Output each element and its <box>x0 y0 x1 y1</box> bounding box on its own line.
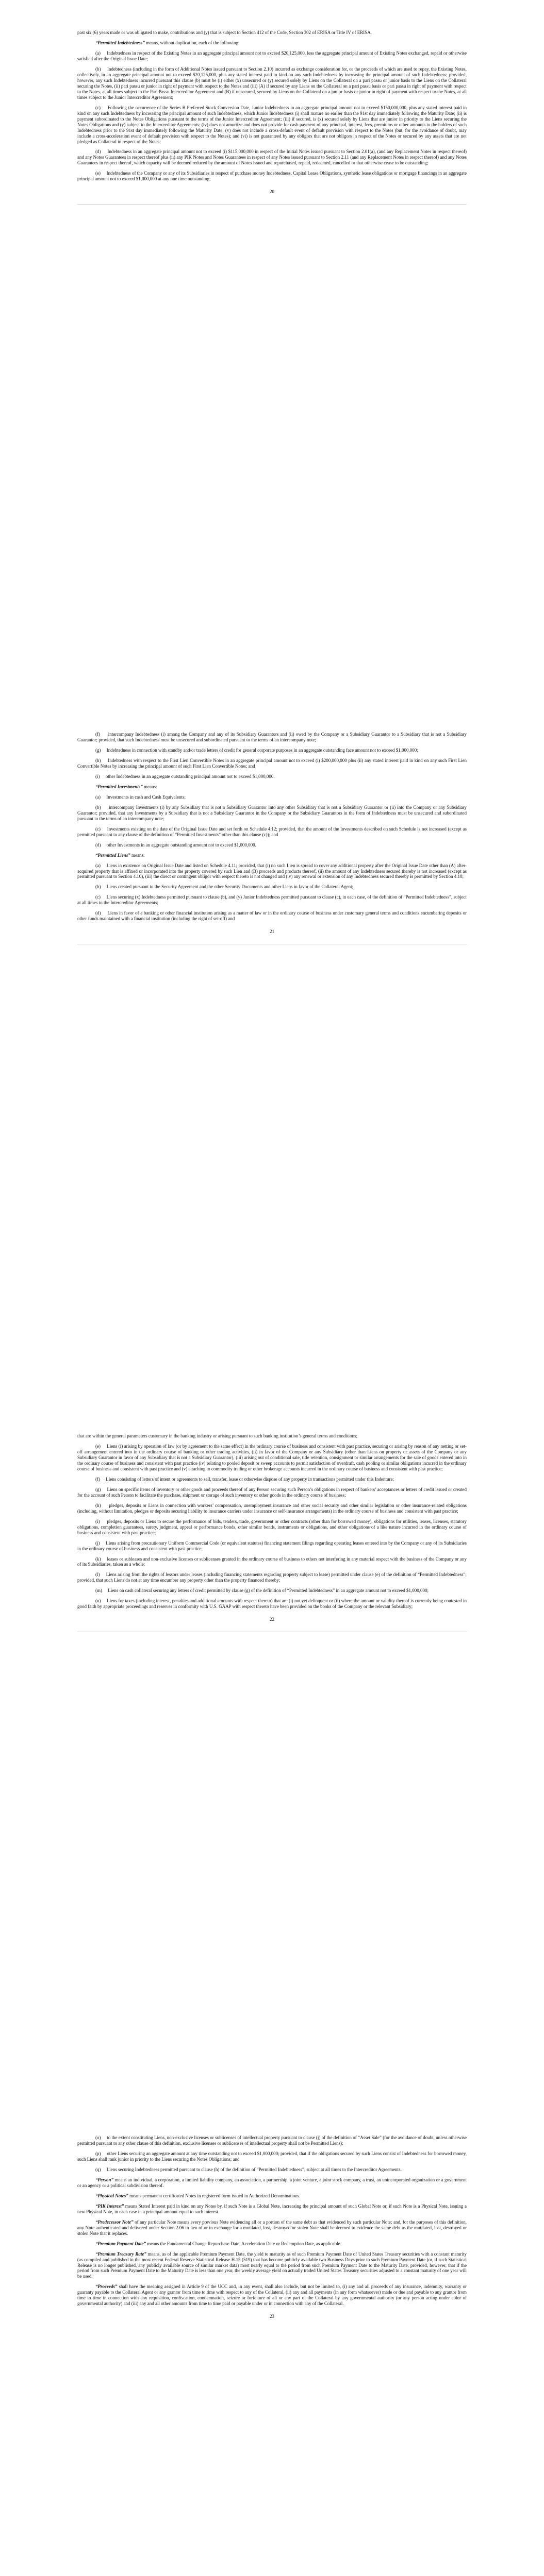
paragraph: (b) intercompany Investments (i) by any Subsidiary that is not a Subsidiary Guarantor into any other Subsidiary that is not a Subsidiary Guarantor or (ii) into the Company or any Subsidiary Guarantor; provided, that any Investments by a Subsidiary that is not a Subsidiary Guarantor in the Company or the Subsidiary Guarantors in the form of Indebtedness must be unsecured and subordinated pursuant to the terms of an intercompany note; <box>77 804 467 821</box>
definition-text: means the Fundamental Change Repurchase Date, Acceleration Date or Redemption Date, as applicable. <box>146 2241 341 2246</box>
page-number: 22 <box>270 1617 274 1622</box>
defined-term: “PIK Interest” <box>95 2203 124 2209</box>
paragraph: (g) Indebtedness in connection with standby and/or trade letters of credit for general corporate purposes in an aggregate outstanding face amount not to exceed $1,000,000; <box>95 747 418 753</box>
definition-text: means Stated Interest paid in kind on any Notes by, if such Note is a Global Note, increasing the principal amount of such Global Note or, if such Note is a Physical Note, issuing a new Physical Note, in each case in a principal amount equal to such interest. <box>77 2203 467 2214</box>
definition-text: means: <box>130 852 145 858</box>
paragraph: (a) Liens in existence on Original Issue Date and listed on Schedule 4.11; provided, that (i) no such Lien is spread to cover any additional property after the Original Issue Date other than (A) after-acquired property that is affixed or incorporated into the property covered by such Lien and (B) proceeds and products thereof, (ii) the amount of any Indebtedness secured thereby is not increased (except as permitted pursuant to Section 4.10), (iii) the direct or contingent obligor with respect thereto is not changed and (iv) any renewal or extension of any Indebtedness secured thereby is permitted by Section 4.10; <box>77 862 467 879</box>
paragraph: (c) Following the occurrence of the Series B Preferred Stock Conversion Date, Junior Indebtedness in an aggregate principal amount not to exceed $150,000,000, plus any stated interest paid in kind on any such Indebtedness by increasing the principal amount of such Indebtedness, which Junior Indebtedness (i) shall mature no earlier than the 91st day immediately following the Maturity Date; (ii) is payment subordinated to the Notes Obligations pursuant to the terms of the Junior Intercreditor Agreement; (iii) if secured, is (x) secured solely by Liens that are junior in priority to the Liens securing the Notes Obligations and (y) subject to the Intercreditor Agreements; (iv) does not amortize and does not provide for cash payment of any principal, interest, fees, premiums or other amounts to the holders of such Indebtedness prior to the 91st day immediately following the Maturity Date; (v) does not include a cross-default event of default provision with respect to the Notes (but, for the avoidance of doubt, may include a cross-acceleration event of default provision with respect to the Notes); and (vi) is not guaranteed by any obligors that are not obligors in respect of the Notes or secured by any assets that are not pledged as Collateral in respect of the Notes; <box>77 105 467 144</box>
paragraph: (c) Investments existing on the date of the Original Issue Date and set forth on Schedule 4.12; provided, that the amount of the Investments described on such Schedule is not increased (except as permitted pursuant to any clause of the definition of “Permitted Investments” other than this clause (c)); and <box>77 826 467 837</box>
definition-text: of any particular Note means every previous Note evidencing all or a portion of the same debt as that evidenced by such particular Note; and, for the purposes of this definition, any Note authenticated and delivered under Section 2.06 in lieu of or in exchange for a mutilated, lost, destroyed or stolen Note shall be deemed to evidence the same debt as the mutilated, lost, destroyed or stolen Note that it replaces. <box>77 2219 467 2236</box>
paragraph: (m) Liens on cash collateral securing any letters of credit permitted by clause (g) of the definition of “Permitted Indebtedness” in an aggregate amount not to exceed $1,000,000; <box>95 1588 429 1594</box>
paragraph: (b) Indebtedness (including in the form of Additional Notes issued pursuant to Section 2.10) incurred as exchange consideration for, or the proceeds of which are used to repay, the Existing Notes, collectively, in an aggregate principal amount not to exceed $20,125,000, plus any stated interest paid in kind on any such Indebtedness by increasing the principal amount of such Indebtedness; provided, however, any such Indebtedness incurred pursuant this clause (b) must be (i) either (x) unsecured or (y) secured solely by Liens on the Collateral on a pari passu or junior basis to the Liens on the Collateral securing the Notes, (ii) pari passu or junior in right of payment with respect to the Notes and (iii) (A) if secured by any Liens on the Collateral on a pari passu basis or pari passu in right of payment with respect to the Notes, at all times subject to the Pari Passu Intercreditor Agreement and (B) if unsecured, secured by Liens on the Collateral on a junior basis or junior in right of payment with respect to the Notes, at all times subject to the Junior Intercreditor Agreement; <box>77 66 467 100</box>
page-body <box>77 2135 467 2319</box>
paragraph: (o) to the extent constituting Liens, non-exclusive licenses or sublicenses of intellectual property pursuant to clause (j) of the definition of “Asset Sale” (for the avoidance of doubt, unless otherwise permitted pursuant to any other clause of this definition, exclusive licenses or sublicenses of intellectual property shall not be Permitted Liens); <box>77 2135 467 2146</box>
paragraph: (f) intercompany Indebtedness (i) among the Company and any of its Subsidiary Guarantors and (ii) owed by the Company or a Subsidiary Guarantor to a Subsidiary that is not a Subsidiary Guarantor; provided, that such Indebtedness must be unsecured and subordinated pursuant to the terms of an intercompany note; <box>77 732 467 742</box>
paragraph: (a) Investments in cash and Cash Equivalents; <box>95 794 186 800</box>
paragraph <box>77 784 467 790</box>
paragraph: (h) Indebtedness with respect to the First Lien Convertible Notes in an aggregate principal amount not to exceed (i) $200,000,000 plus (ii) any stated interest paid in kind on any such First Lien Convertible Notes by increasing the principal amount of such First Lien Convertible Notes; and <box>77 757 467 769</box>
paragraph: (d) Liens in favor of a banking or other financial institution arising as a matter of law or in the ordinary course of business under customary general terms and conditions encumbering deposits or other funds maintained with a financial institution (including the right of set-off) and <box>77 910 467 922</box>
paragraph: (q) Liens securing Indebtedness permitted pursuant to clause (h) of the definition of “Permitted Indebtedness”, subject at all times to the Intercreditor Agreements. <box>95 2166 402 2172</box>
paragraph <box>77 2177 467 2189</box>
paragraph: (d) other Investments in an aggregate outstanding amount not to exceed $1,000,000. <box>95 842 256 848</box>
paragraph: (f) Liens consisting of letters of intent or agreements to sell, transfer, lease or otherwise dispose of any property in transactions permitted under this Indenture; <box>95 1476 394 1482</box>
paragraph: (e) Indebtedness of the Company or any of its Subsidiaries in respect of purchase money Indebtedness, Capital Lease Obligations, synthetic lease obligations or mortgage financings in an aggregate principal amount not to exceed $1,000,000 at any one time outstanding; <box>77 171 467 182</box>
paragraph: (p) other Liens securing an aggregate amount at any time outstanding not to exceed $1,000,000; provided, that if the obligations secured by such Liens consist of Indebtedness for borrowed money, such Liens shall rank junior in priority to the Liens securing the Notes Obligations; and <box>77 2150 467 2162</box>
page-divider <box>77 204 467 205</box>
paragraph: (h) pledges, deposits or Liens in connection with workers’ compensation, unemployment insurance and other social security and other similar legislation or other insurance-related obligations (including, without limitation, pledges or deposits securing liability to insurance carriers under insurance or self-insurance arrangements) in the ordinary course of business and consistent with past practice; <box>77 1502 467 1514</box>
paragraph: that are within the general parameters customary in the banking industry or arising pursuant to such banking institution’s general terms and conditions; <box>77 1433 358 1438</box>
page-number: 23 <box>270 2314 274 2319</box>
defined-term: “Premium Payment Date” <box>95 2241 146 2246</box>
paragraph: (a) Indebtedness in respect of the Existing Notes in an aggregate principal amount not to exceed $20,125,000, less the aggregate principal amount of Existing Notes exchanged, repaid or otherwise satisfied after the Original Issue Date; <box>77 50 467 61</box>
definition-text: shall have the meaning assigned in Article 9 of the UCC and, in any event, shall also include, but not be limited to, (i) any and all proceeds of any insurance, indemnity, warranty or guaranty payable to the Collateral Agent or any grantor from time to time with respect to any of the Collateral, (ii) any and all payments (in any form whatsoever) made or due and payable to any grantor from time to time in connection with any requisition, confiscation, condemnation, seizure or forfeiture of all or any part of the Collateral by any governmental authority (or any person acting under color of governmental authority) and (iii) any and all other amounts from time to time paid or payable under or in connection with any of the Collateral. <box>77 2284 467 2307</box>
page-body <box>77 732 467 944</box>
paragraph: (k) leases or subleases and non-exclusive licenses or sublicenses granted in the ordinary course of business to others not interfering in any material respect with the business of the Company or any of its Subsidiaries, taken as a whole; <box>77 1556 467 1567</box>
definition-text: means, as of the applicable Premium Payment Date, the yield to maturity as of such Premium Payment Date of United States Treasury securities with a constant maturity (as compiled and published in the most recent Federal Reserve Statistical Release H.15 (519) that has become publicly available two Business Days prior to such Premium Payment Date (or, if such Statistical Release is no longer published, any publicly available source of similar market data) most nearly equal to the period from such Premium Payment Date to the Maturity Date, provided, however, that if the period from such Premium Payment Date to the Maturity Date is less than one year, the weekly average yield on actually traded United States Treasury securities adjusted to a constant maturity of one year will be used. <box>77 2251 467 2279</box>
page-23 <box>0 2135 544 2319</box>
page-number: 21 <box>270 929 274 935</box>
paragraph: (i) pledges, deposits or Liens to secure the performance of bids, tenders, trade, government or other contracts (other than for borrowed money), obligations for utilities, leases, licenses, statutory obligations, completion guarantees, surety, judgment, appeal or performance bonds, other similar bonds, instruments or obligations, and other obligations of a like nature incurred in the ordinary course of business and consistent with past practice; <box>77 1518 467 1535</box>
page-22 <box>0 1433 544 1646</box>
paragraph <box>77 2204 467 2215</box>
paragraph: (l) Liens arising from the rights of lessors under leases (including financing statements regarding property subject to lease) permitted under clause (e) of the definition of “Permitted Indebtedness”; provided, that such Liens do not at any time encumber any property other than the property financed thereby; <box>77 1572 467 1583</box>
defined-term: “Permitted Investments” <box>95 784 143 789</box>
paragraph <box>77 2241 467 2247</box>
definition-text: means permanent certificated Notes in registered form issued in Authorized Denominations. <box>128 2193 301 2198</box>
defined-term: “Predecessor Note” <box>95 2219 134 2225</box>
definition-text: means: <box>142 784 157 789</box>
page-20 <box>0 30 544 218</box>
paragraph <box>77 853 467 858</box>
paragraph: (c) Liens securing (x) Indebtedness permitted pursuant to clause (b), and (y) Junior Indebtedness permitted pursuant to clause (c), in each case, of the definition of “Permitted Indebtedness”, subject at all times to the Intercreditor Agreements; <box>77 894 467 906</box>
paragraph <box>77 2251 467 2280</box>
paragraph: (g) Liens on specific items of inventory or other goods and proceeds thereof of any Person securing such Person’s obligations in respect of bankers’ acceptances or letters of credit issued or created for the account of such Person to facilitate the purchase, shipment or storage of such inventory or other goods in the ordinary course of business; <box>77 1486 467 1498</box>
page-21 <box>0 732 544 958</box>
page-body <box>77 1433 467 1632</box>
paragraph: (b) Liens created pursuant to the Security Agreement and the other Security Documents and other Liens in favor of the Collateral Agent; <box>95 884 354 890</box>
defined-term: “Premium Treasury Rate” <box>95 2251 146 2257</box>
paragraph: past six (6) years made or was obligated to make, contributions and (y) that is subject to Section 412 of the Code, Section 302 of ERISA or Title IV of ERISA. <box>77 30 372 35</box>
paragraph: (n) Liens for taxes (including interest, penalties and additional amounts with respect thereto) that are (i) not yet delinquent or (ii) where the amount or validity thereof is currently being contested in good faith by appropriate proceedings and reserves in conformity with U.S. GAAP with respect thereto have been provided on the books of the Company or the relevant Subsidiary; <box>77 1598 467 1609</box>
paragraph <box>77 2193 467 2199</box>
page-number: 20 <box>270 189 274 195</box>
page-body <box>77 30 467 205</box>
defined-term: “Proceeds” <box>95 2284 118 2290</box>
defined-term: “Permitted Indebtedness” <box>95 40 145 45</box>
paragraph: (j) Liens arising from precautionary Uniform Commercial Code (or equivalent statutes) financing statement filings regarding operating leases entered into by the Company or any of its Subsidiaries in the ordinary course of business and consistent with past practice; <box>77 1540 467 1551</box>
defined-term: “Permitted Liens” <box>95 852 130 858</box>
paragraph: (i) other Indebtedness in an aggregate outstanding principal amount not to exceed $1,000,000. <box>95 773 275 779</box>
defined-term: “Physical Notes” <box>95 2193 128 2198</box>
definition-text: means an individual, a corporation, a limited liability company, an association, a partnership, a joint venture, a joint stock company, a trust, an unincorporated organization or a government or an agency or a political subdivision thereof. <box>77 2177 467 2188</box>
defined-term: “Person” <box>95 2177 114 2182</box>
paragraph: (e) Liens (i) arising by operation of law (or by agreement to the same effect) in the ordinary course of business and consistent with past practice, securing or arising by reason of any netting or set-off arrangement entered into in the ordinary course of banking or other trading activities, (ii) in favor of the Company or any Subsidiary (other than Liens on property or assets of the Company or any Subsidiary Guarantor in favor of any Subsidiary that is not a Subsidiary Guarantor), (iii) arising out of conditional sale, title retention, consignment or similar arrangements for the sale of goods entered into in the ordinary course of business and consistent with past practice (iv) relating to pooled deposit or sweep accounts to permit satisfaction of overdraft, cash pooling or similar obligations incurred in the ordinary course of business and consistent with past practice and (v) attaching to commodity trading or other brokerage accounts incurred in the ordinary course of business and consistent with past practice; <box>77 1443 467 1471</box>
paragraph: (d) Indebtedness in an aggregate principal amount not to exceed (i) $115,000,000 in respect of the Initial Notes issued pursuant to Section 2.01(a), (and any Replacement Notes in respect thereof) and any Notes Guarantees in respect thereof plus (ii) any PIK Notes and Notes Guarantees in respect of any Notes issued pursuant to Section 2.11 (and any Replacement Notes in respect thereof) and any Notes Guarantees in respect thereof, which capacity will be deemed reduced by the amount of Notes issued and repurchased, repaid, redeemed, cancelled or that otherwise cease to be outstanding; <box>77 149 467 166</box>
definition-text: means, without duplication, each of the following: <box>144 40 240 45</box>
paragraph <box>77 2284 467 2307</box>
paragraph <box>77 2219 467 2236</box>
paragraph <box>77 40 467 46</box>
